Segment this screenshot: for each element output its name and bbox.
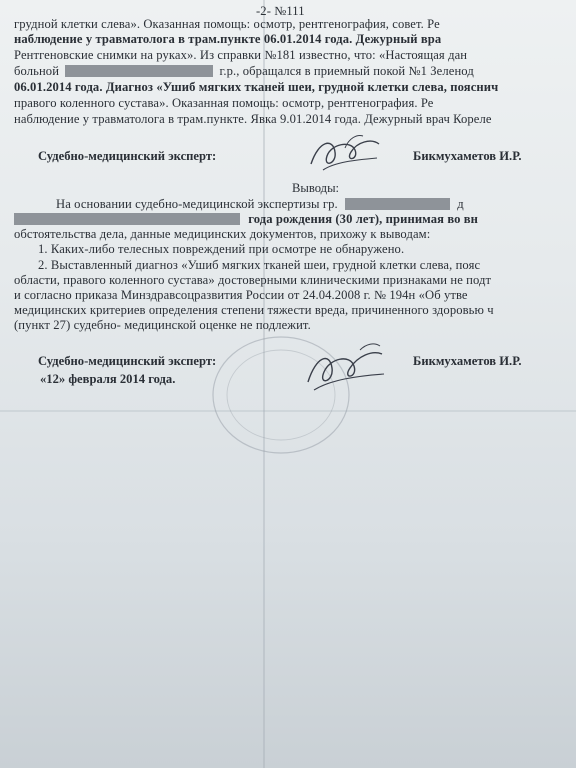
conclusion-line-1-start: На основании судебно-медицинской экспертизы гр. bbox=[56, 197, 338, 211]
text-line-2-content: наблюдение у травматолога в трам.пункте 06.01.2014 года. Дежурный вра bbox=[14, 32, 442, 46]
conclusion-item-1: 1. Каких-либо телесных повреждений при осмотре не обнаружено. bbox=[38, 242, 405, 256]
conclusion-line-1 bbox=[56, 197, 576, 212]
conclusions-heading: Выводы: bbox=[292, 181, 340, 195]
signature-block-2 bbox=[0, 350, 576, 372]
redacted-birth-info bbox=[14, 213, 240, 225]
handwritten-signature-1 bbox=[305, 130, 385, 176]
redacted-citizen-name bbox=[345, 198, 450, 210]
handwritten-signature-2 bbox=[300, 340, 390, 396]
conclusion-line-2 bbox=[14, 212, 576, 227]
expert-name: Бикмухаметов И.Р. bbox=[413, 149, 522, 163]
redacted-name bbox=[65, 65, 213, 77]
expert-label: Судебно-медицинский эксперт: bbox=[38, 149, 217, 163]
text-line-5 bbox=[14, 80, 576, 95]
text-line-3: Рентгеновские снимки на руках». Из справки №181 известно, что: «Настоящая дан bbox=[14, 48, 468, 62]
conclusion-line-3: обстоятельства дела, данные медицинских документов, прихожу к выводам: bbox=[14, 227, 431, 241]
text-line-2 bbox=[14, 32, 576, 47]
conclusion-item-2-line-3: и согласно приказа Минздравсоцразвития России от 24.04.2008 г. № 194н «Об утве bbox=[14, 288, 468, 302]
conclusion-line-2-rest: рождения (30 лет), принимая во вн bbox=[275, 212, 479, 226]
text-line-4-start: больной bbox=[14, 64, 60, 78]
text-line-5-content: 06.01.2014 года. Диагноз «Ушиб мягких тканей шеи, грудной клетки слева, пояснич bbox=[14, 80, 499, 94]
expert-name-2: Бикмухаметов И.Р. bbox=[413, 354, 522, 368]
conclusion-line-1-tail: д bbox=[457, 197, 464, 211]
signature-block-1 bbox=[0, 145, 576, 167]
conclusion-item-2-line-2: области, правого коленного сустава» достоверными клиническими признаками не подт bbox=[14, 273, 492, 287]
text-line-4-end: г.р., обращался в приемный покой №1 Зеленод bbox=[219, 64, 474, 78]
document-date: «12» февраля 2014 года. bbox=[40, 372, 176, 386]
conclusion-item-2-line-5: (пункт 27) судебно- медицинской оценке не подлежит. bbox=[14, 318, 311, 332]
conclusion-item-2-line-4: медицинских критериев определения степени тяжести вреда, причиненного здоровью ч bbox=[14, 303, 494, 317]
text-line-7: наблюдение у травматолога в трам.пункте. Явка 9.01.2014 года. Дежурный врач Кореле bbox=[14, 112, 492, 126]
conclusion-item-2-line-1: 2. Выставленный диагноз «Ушиб мягких тканей шеи, грудной клетки слева, пояс bbox=[38, 258, 481, 272]
text-line-4 bbox=[14, 64, 576, 79]
page-marker: -2- №111 bbox=[256, 4, 305, 18]
conclusion-year-word: года bbox=[248, 212, 273, 226]
text-line-1: грудной клетки слева». Оказанная помощь: осмотр, рентгенография, совет. Ре bbox=[14, 17, 440, 31]
text-line-6: правого коленного сустава». Оказанная помощь: осмотр, рентгенография. Ре bbox=[14, 96, 434, 110]
expert-label-2: Судебно-медицинский эксперт: bbox=[38, 354, 217, 368]
